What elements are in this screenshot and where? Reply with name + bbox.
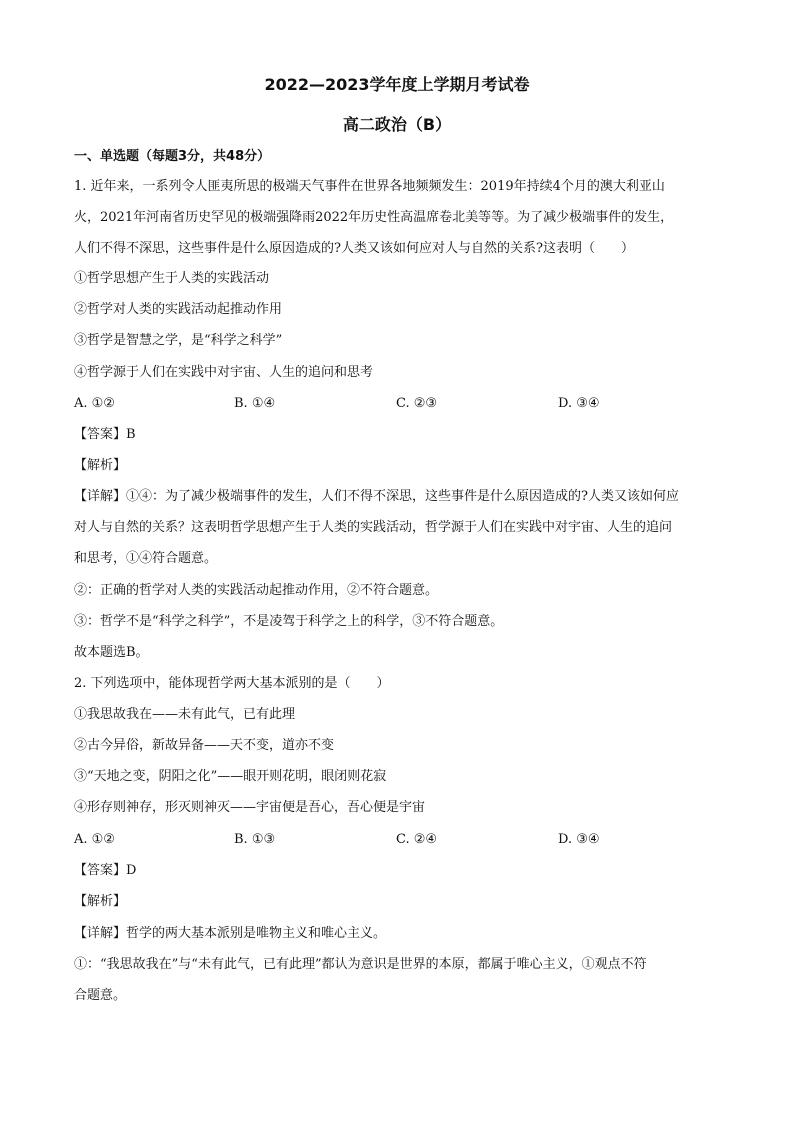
- q2-answer: 【答案】D: [74, 863, 137, 878]
- q1-stem-line1: 1. 近年来，一系列令人匪夷所思的极端天气事件在世界各地频频发生：2019年持续4个月的澳大利亚山: [74, 179, 665, 194]
- q2-statement-2: ②古今异俗，新故异备——天不变，道亦不变: [74, 738, 335, 753]
- q2-statement-1: ①我思故我在——未有此气，已有此理: [74, 707, 296, 722]
- q1-stem-line2: 火，2021年河南省历史罕见的极端强降雨2022年历史性高温席卷北美等等。为了减少极端事件的发生，: [74, 210, 674, 225]
- q1-stem-line3: 人们不得不深思，这些事件是什么原因造成的?人类又该如何应对人与自然的关系?这表明（ ）: [74, 241, 634, 256]
- q1-statement-2: ②哲学对人类的实践活动起推动作用: [74, 302, 283, 317]
- q2-explanation-1-line2: 合题意。: [74, 988, 127, 1003]
- q1-statement-4: ④哲学源于人们在实践中对宇宙、人生的追问和思考: [74, 365, 374, 380]
- q2-option-a: A. ①②: [74, 832, 115, 847]
- q1-option-c: C. ②③: [396, 396, 438, 411]
- q1-answer: 【答案】B: [74, 427, 136, 442]
- q2-statement-3: ③“天地之变，阴阳之化”——眼开则花明，眼闭则花寂: [74, 769, 387, 784]
- q1-detail-line1: 【详解】①④：为了减少极端事件的发生，人们不得不深思，这些事件是什么原因造成的?人类又该如何应: [74, 489, 679, 504]
- exam-title: 2022—2023学年度上学期月考试卷: [264, 75, 530, 94]
- q1-option-d: D. ③④: [558, 396, 600, 411]
- q1-conclusion: 故本题选B。: [74, 645, 149, 660]
- q1-option-a: A. ①②: [74, 396, 115, 411]
- q1-analysis-label: 【解析】: [74, 458, 127, 473]
- q2-option-b: B. ①③: [234, 832, 276, 847]
- q2-option-c: C. ②④: [396, 832, 438, 847]
- q1-explanation-3: ③：哲学不是“科学之科学”，不是凌驾于科学之上的科学，③不符合题意。: [74, 614, 504, 629]
- q2-stem: 2. 下列选项中，能体现哲学两大基本派别的是（ ）: [74, 676, 390, 691]
- q1-explanation-2: ②：正确的哲学对人类的实践活动起推动作用，②不符合题意。: [74, 583, 439, 598]
- exam-subtitle: 高二政治（B）: [342, 115, 452, 134]
- q1-option-b: B. ①④: [234, 396, 276, 411]
- q1-detail-line2: 对人与自然的关系？这表明哲学思想产生于人类的实践活动，哲学源于人们在实践中对宇宙、人生的追问: [74, 520, 673, 535]
- q1-statement-3: ③哲学是智慧之学，是“科学之科学”: [74, 333, 283, 348]
- q2-statement-4: ④形存则神存，形灭则神灭——宇宙便是吾心，吾心便是宇宙: [74, 800, 426, 815]
- q2-option-d: D. ③④: [558, 832, 600, 847]
- q2-analysis-label: 【解析】: [74, 894, 127, 909]
- section-heading: 一、单选题（每题3分，共48分）: [74, 149, 271, 164]
- q1-statement-1: ①哲学思想产生于人类的实践活动: [74, 271, 270, 286]
- q2-detail: 【详解】哲学的两大基本派别是唯物主义和唯心主义。: [74, 926, 387, 941]
- q1-detail-line3: 和思考，①④符合题意。: [74, 551, 218, 566]
- q2-explanation-1-line1: ①：“我思故我在”与“未有此气，已有此理”都认为意识是世界的本原，都属于唯心主义，①观点不符: [74, 957, 647, 972]
